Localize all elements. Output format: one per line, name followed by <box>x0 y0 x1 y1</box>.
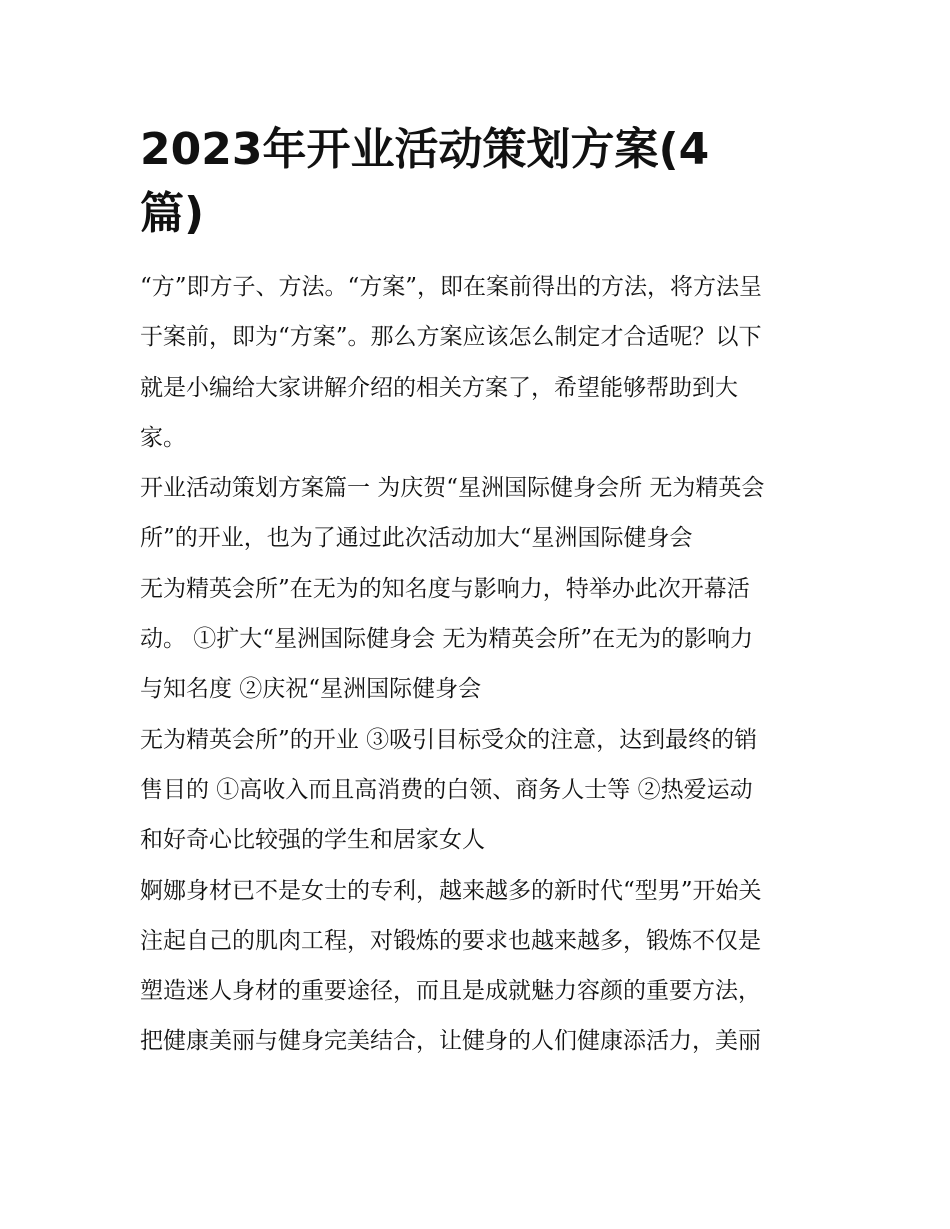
body-line: 家。 <box>140 424 186 451</box>
document-body <box>140 262 812 1067</box>
title-line-1: 2023年开业活动策划方案(4 <box>140 124 710 175</box>
title-line-2: 篇) <box>140 188 205 239</box>
body-line: 把健康美丽与健身完美结合，让健身的人们健康添活力，美丽 <box>140 1028 761 1055</box>
body-line: 与知名度 ②庆祝“星洲国际健身会 <box>140 676 482 703</box>
page-title <box>140 118 812 246</box>
body-line: 于案前，即为“方案”。那么方案应该怎么制定才合适呢？以下 <box>140 324 762 351</box>
body-line: “方”即方子、方法。“方案”，即在案前得出的方法，将方法呈 <box>140 274 763 300</box>
body-line: 注起自己的肌肉工程，对锻炼的要求也越来越多，锻炼不仅是 <box>140 927 761 954</box>
document-page <box>140 118 812 1067</box>
body-line: 婀娜身材已不是女士的专利，越来越多的新时代“型男”开始关 <box>140 877 762 904</box>
body-line: 和好奇心比较强的学生和居家女人 <box>140 827 485 854</box>
body-line: 动。 ①扩大“星洲国际健身会 无为精英会所”在无为的影响力 <box>140 626 754 653</box>
body-line: 无为精英会所”的开业 ③吸引目标受众的注意，达到最终的销 <box>140 726 758 753</box>
body-line: 所”的开业，也为了通过此次活动加大“星洲国际健身会 <box>140 525 693 552</box>
body-line: 开业活动策划方案篇一 为庆贺“星洲国际健身会所 无为精英会 <box>140 475 765 502</box>
body-line: 就是小编给大家讲解介绍的相关方案了，希望能够帮助到大 <box>140 374 738 401</box>
body-line: 无为精英会所”在无为的知名度与影响力，特举办此次开幕活 <box>140 575 750 602</box>
body-line: 塑造迷人身材的重要途径，而且是成就魅力容颜的重要方法， <box>140 978 761 1005</box>
body-line: 售目的 ①高收入而且高消费的白领、商务人士等 ②热爱运动 <box>140 776 753 803</box>
